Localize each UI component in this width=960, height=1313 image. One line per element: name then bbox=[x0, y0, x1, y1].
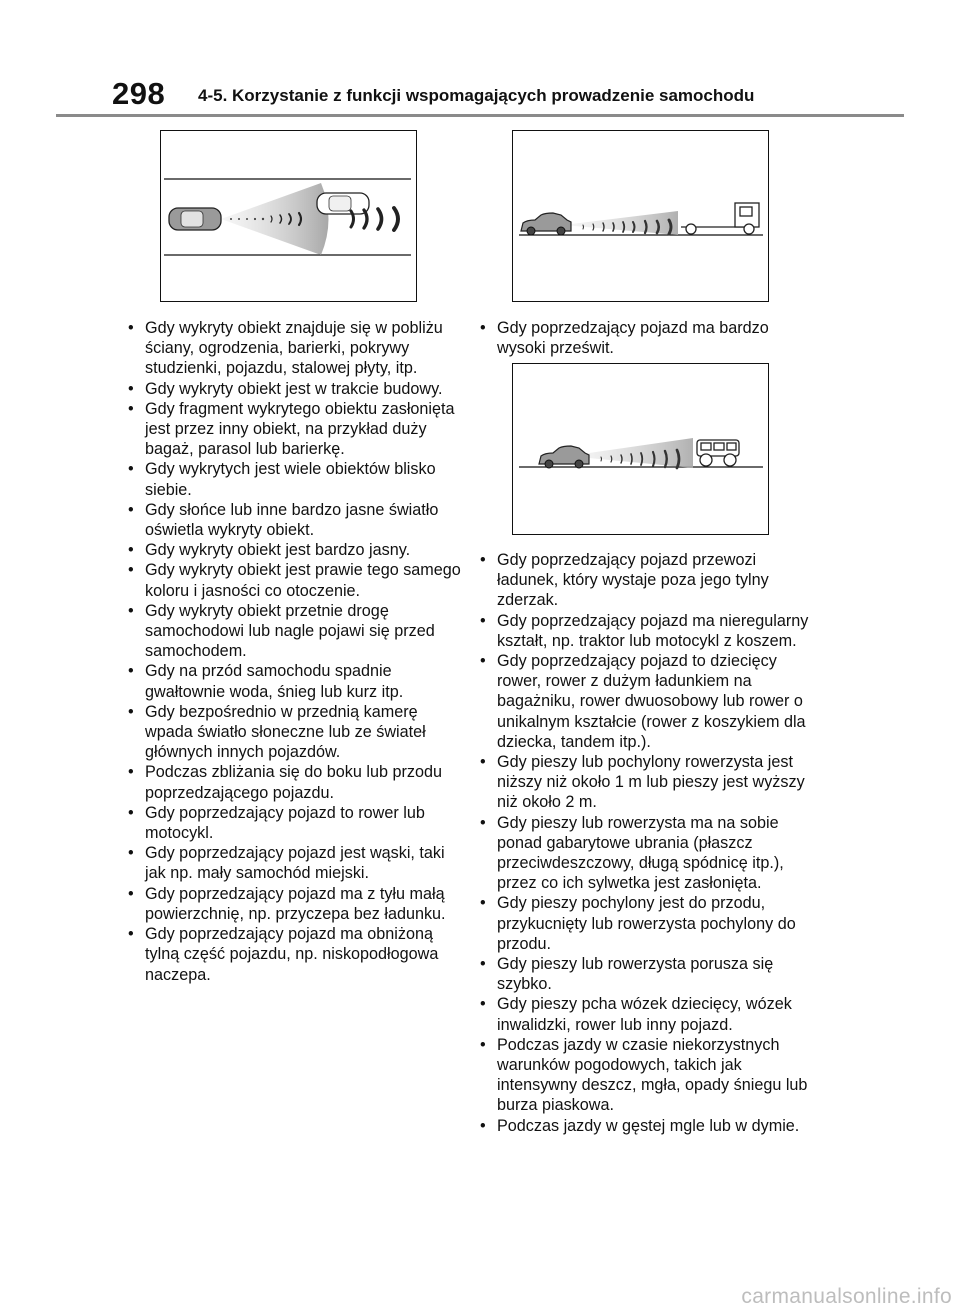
bullet-item: • Gdy poprzedzający pojazd ma bardzo wysoki prześwit. bbox=[474, 318, 819, 358]
bullet-item: • Gdy poprzedzający pojazd ma z tyłu małą powierzchnię, np. przyczepa bez ładunku. bbox=[122, 884, 462, 924]
bullet-item: • Podczas zbliżania się do boku lub przodu poprzedzającego pojazdu. bbox=[122, 762, 462, 802]
bullet-item: • Gdy słońce lub inne bardzo jasne światło oświetla wykryty obiekt. bbox=[122, 500, 462, 540]
bullet-item: • Gdy wykryty obiekt znajduje się w pobliżu ściany, ogrodzenia, barierki, pokrywy studzienki, pojazdu, stalowej płyty, itp. bbox=[122, 318, 462, 379]
truck-icon bbox=[681, 203, 759, 234]
figure-high-clearance-vehicle bbox=[512, 130, 769, 302]
bullet-item: • Gdy wykryty obiekt przetnie drogę samochodowi lub nagle pojawi się przed samochodem. bbox=[122, 601, 462, 662]
chapter-title: 4-5. Korzystanie z funkcji wspomagających prowadzenie samochodu bbox=[198, 86, 755, 105]
header-rule bbox=[56, 114, 904, 117]
page-number: 298 bbox=[112, 76, 166, 111]
bullet-item: • Gdy wykryty obiekt jest prawie tego samego koloru i jasności co otoczenie. bbox=[122, 560, 462, 600]
bullet-item: • Gdy na przód samochodu spadnie gwałtownie woda, śnieg lub kurz itp. bbox=[122, 661, 462, 701]
bullet-item: • Gdy poprzedzający pojazd ma obniżoną tylną część pojazdu, np. niskopodłogowa naczepa. bbox=[122, 924, 462, 985]
bullet-item: • Gdy poprzedzający pojazd przewozi ładunek, który wystaje poza jego tylny zderzak. bbox=[474, 550, 819, 611]
bullet-item: • Gdy pieszy lub pochylony rowerzysta jest niższy niż około 1 m lub pieszy jest wyższy niż około 2 m. bbox=[474, 752, 819, 813]
right-bullet-list bbox=[474, 550, 819, 1136]
bullet-item: • Gdy fragment wykrytego obiektu zasłonięta jest przez inny obiekt, na przykład duży bagaż, parasol lub barierkę. bbox=[122, 399, 462, 460]
suv-icon bbox=[697, 440, 739, 466]
right-top-bullet-list bbox=[474, 318, 819, 358]
figure-high-suv bbox=[512, 363, 769, 535]
bullet-item: • Podczas jazdy w czasie niekorzystnych warunków pogodowych, takich jak intensywny deszcz, mgła, opady śniegu lub burza piaskowa. bbox=[474, 1035, 819, 1116]
bullet-item: • Gdy wykryty obiekt jest w trakcie budowy. bbox=[122, 379, 462, 399]
bullet-item: • Gdy pieszy pochylony jest do przodu, przykucnięty lub rowerzysta pochylony do przodu. bbox=[474, 893, 819, 954]
own-car-icon bbox=[539, 446, 589, 468]
own-car-icon bbox=[521, 213, 571, 235]
bullet-item: • Gdy pieszy pcha wózek dziecięcy, wózek inwalidzki, rower lub inny pojazd. bbox=[474, 994, 819, 1034]
figure-object-near-wall bbox=[160, 130, 417, 302]
own-car-icon bbox=[169, 208, 221, 230]
bullet-item: • Gdy wykryty obiekt jest bardzo jasny. bbox=[122, 540, 462, 560]
bullet-item: • Gdy poprzedzający pojazd to rower lub motocykl. bbox=[122, 803, 462, 843]
bullet-item: • Gdy poprzedzający pojazd jest wąski, taki jak np. mały samochód miejski. bbox=[122, 843, 462, 883]
bullet-item: • Gdy pieszy lub rowerzysta ma na sobie ponad gabarytowe ubrania (płaszcz przeciwdeszczowy, długą spódnicę itp.), przez co ich sylwetka jest zasłonięta. bbox=[474, 813, 819, 894]
bullet-item: • Gdy wykrytych jest wiele obiektów blisko siebie. bbox=[122, 459, 462, 499]
bullet-item: • Gdy poprzedzający pojazd to dziecięcy rower, rower z dużym ładunkiem na bagażniku, rower dwuosobowy lub rower o unikalnym kształcie (rower z koszykiem dla dziecka, tandem itp.). bbox=[474, 651, 819, 752]
bullet-item: • Gdy bezpośrednio w przednią kamerę wpada światło słoneczne lub ze świateł głównych innych pojazdów. bbox=[122, 702, 462, 763]
bullet-item: • Podczas jazdy w gęstej mgle lub w dymie. bbox=[474, 1116, 819, 1136]
footer-watermark: carmanualsonline.info bbox=[741, 1285, 952, 1308]
bullet-item: • Gdy pieszy lub rowerzysta porusza się szybko. bbox=[474, 954, 819, 994]
detected-vehicle-icon bbox=[317, 193, 369, 214]
bullet-item: • Gdy poprzedzający pojazd ma nieregularny kształt, np. traktor lub motocykl z koszem. bbox=[474, 611, 819, 651]
left-bullet-list bbox=[122, 318, 462, 985]
